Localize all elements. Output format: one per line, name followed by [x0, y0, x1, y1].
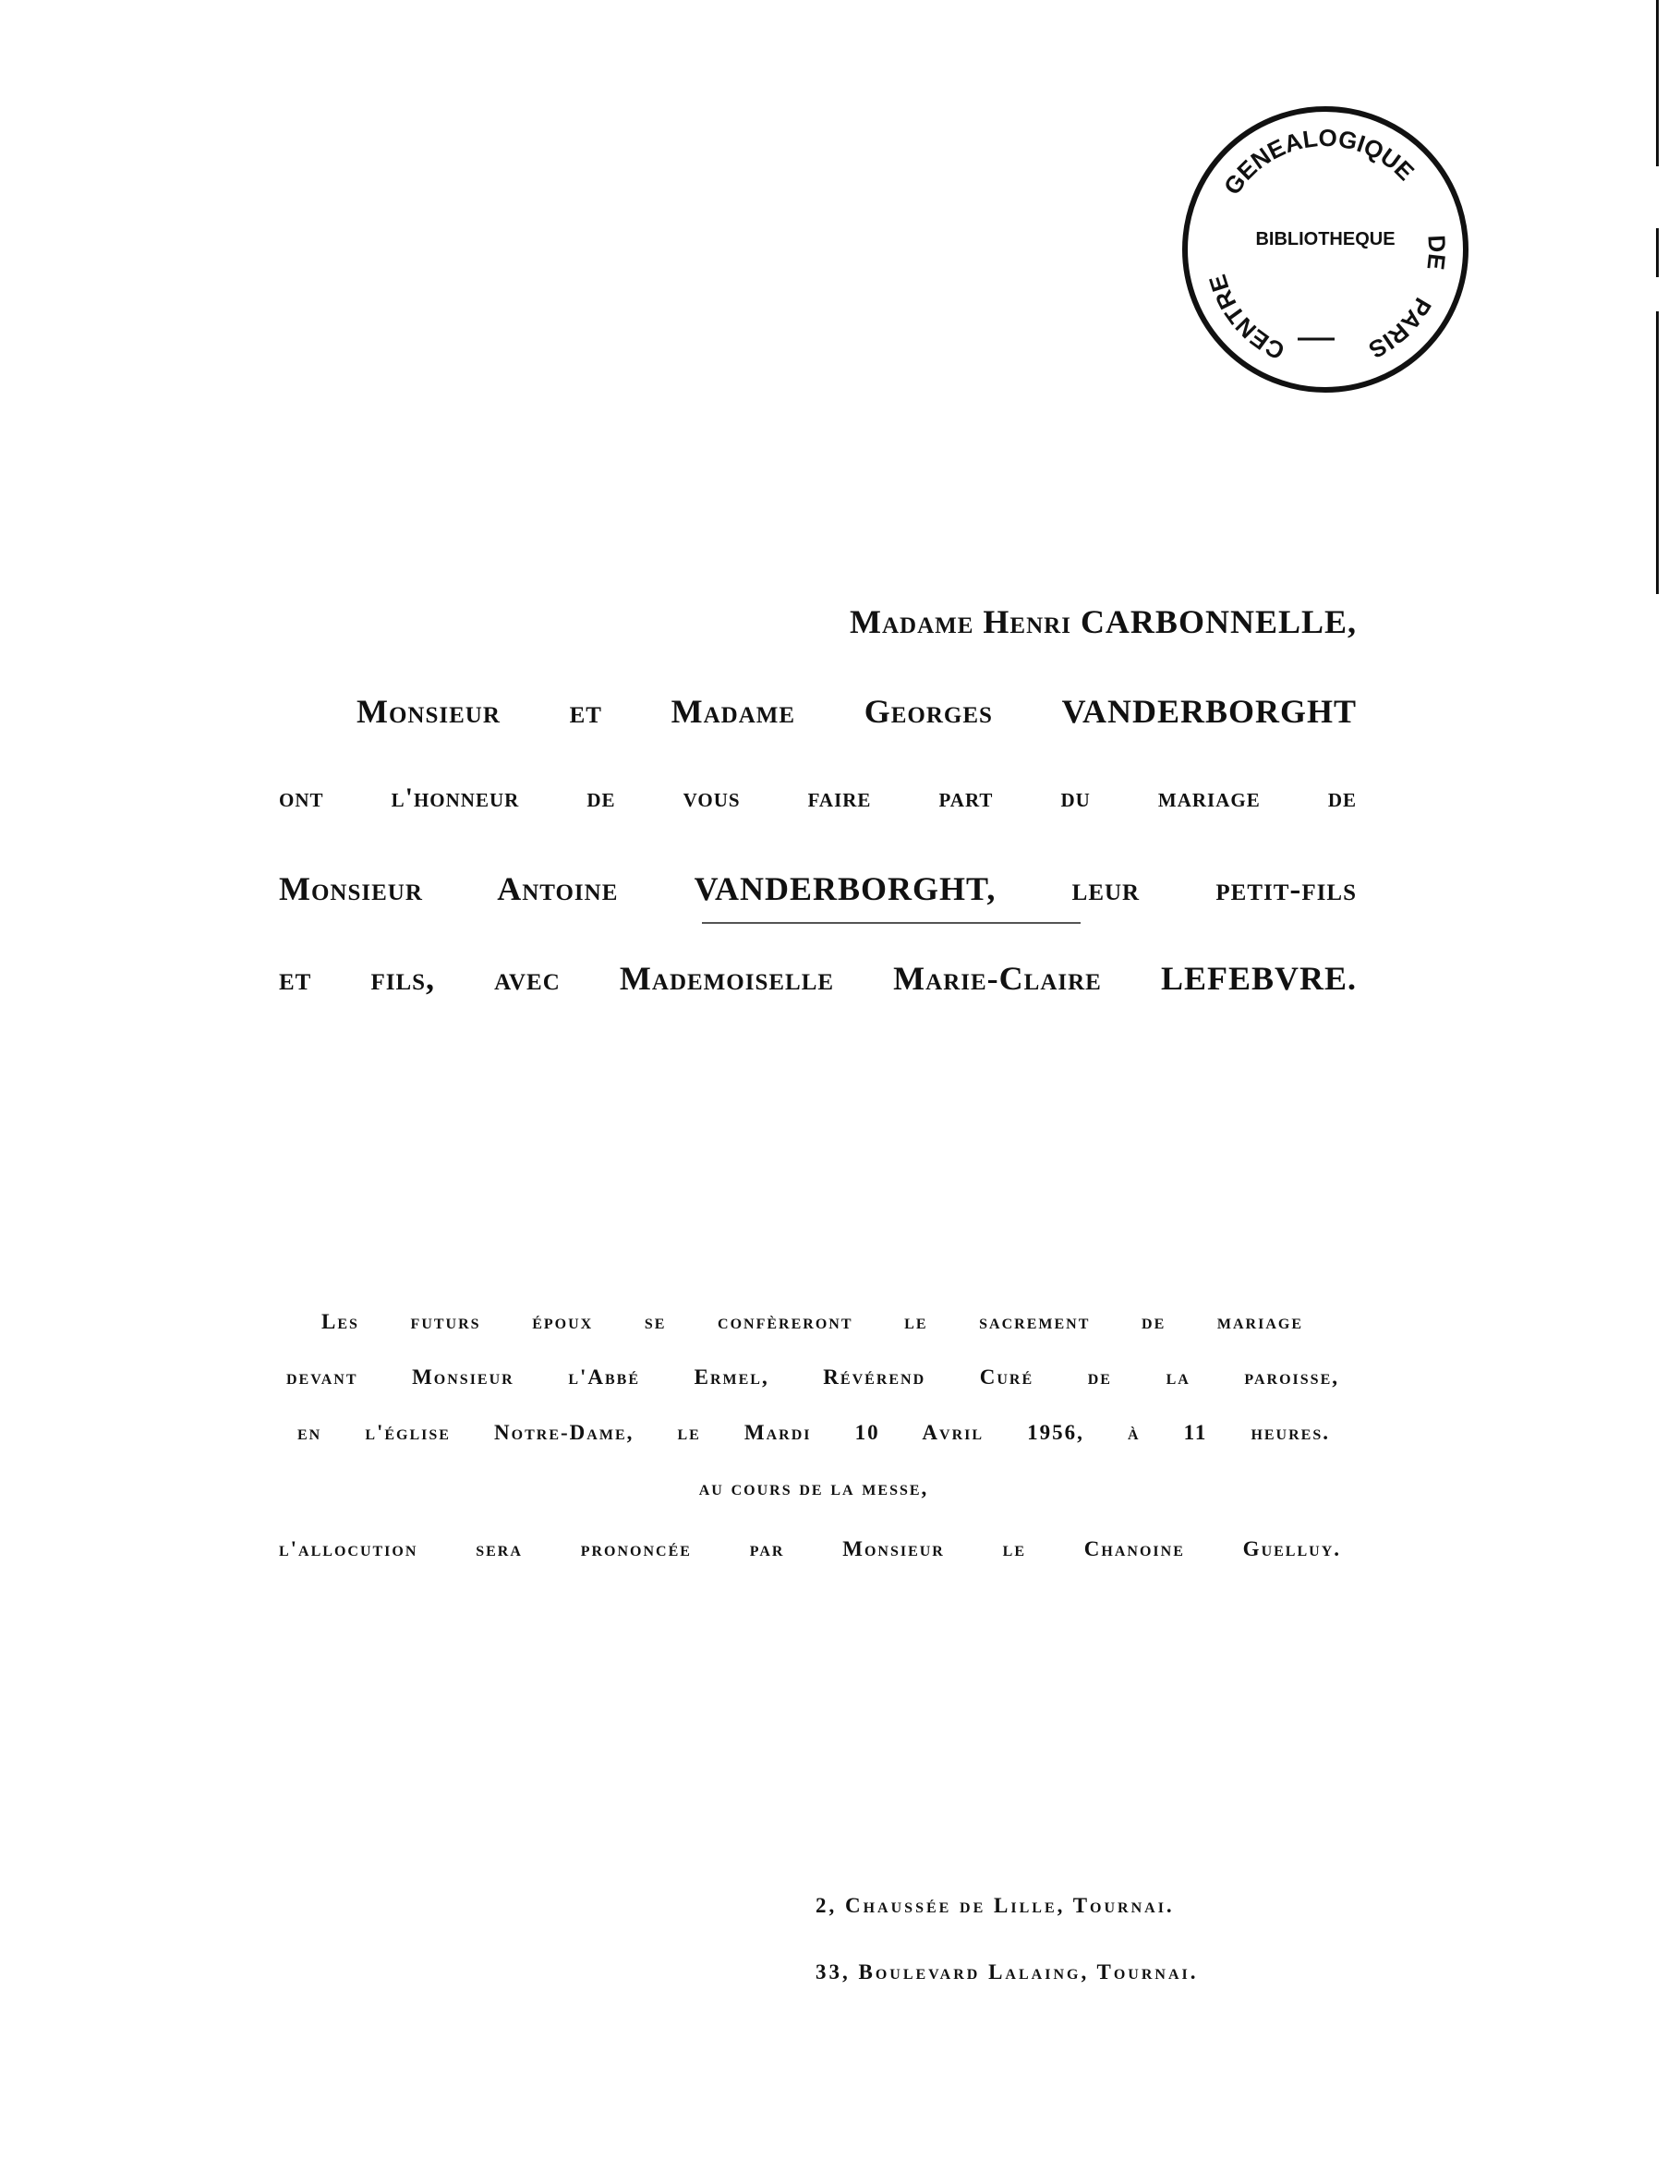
announcer-1: Madame Henri CARBONNELLE, — [850, 603, 1357, 640]
groom-line: Monsieur Antoine VANDERBORGHT, leur petit-fils — [279, 870, 1357, 907]
ceremony-line-3: en l'église Notre-Dame, le Mardi 10 Avril 1956, à 11 heures. — [297, 1421, 1330, 1444]
scan-edge — [1656, 311, 1659, 594]
stamp-ring-word: PARIS — [1364, 293, 1437, 365]
underline-mark — [702, 922, 1081, 924]
library-stamp — [1168, 97, 1482, 402]
stamp-ring-word: GENEALOGIQUE — [1217, 123, 1420, 200]
address-1: 2, Chaussée de Lille, Tournai. — [816, 1894, 1175, 1917]
ceremony-line-1: Les futurs époux se confèreront le sacrement de mariage — [321, 1310, 1303, 1333]
announcer-2: Monsieur et Madame Georges VANDERBORGHT — [357, 693, 1357, 730]
ceremony-line-5: l'allocution sera prononcée par Monsieur le Chanoine Guelluy. — [279, 1537, 1341, 1560]
address-2: 33, Boulevard Lalaing, Tournai. — [816, 1960, 1199, 1984]
stamp-ring-word: CENTRE — [1203, 271, 1289, 366]
ceremony-line-4: au cours de la messe, — [698, 1476, 929, 1499]
announcement-phrase: ont l'honneur de vous faire part du mariage de — [279, 783, 1357, 813]
scan-edge — [1656, 228, 1659, 277]
ceremony-line-2: devant Monsieur l'Abbé Ermel, Révérend Curé de la paroisse, — [286, 1365, 1339, 1389]
bride-line: et fils, avec Mademoiselle Marie-Claire LEFEBVRE. — [279, 960, 1357, 997]
stamp-ring-word: DE — [1421, 234, 1452, 272]
scan-edge — [1656, 0, 1659, 166]
stamp-center-text: BIBLIOTHEQUE — [1255, 229, 1396, 249]
